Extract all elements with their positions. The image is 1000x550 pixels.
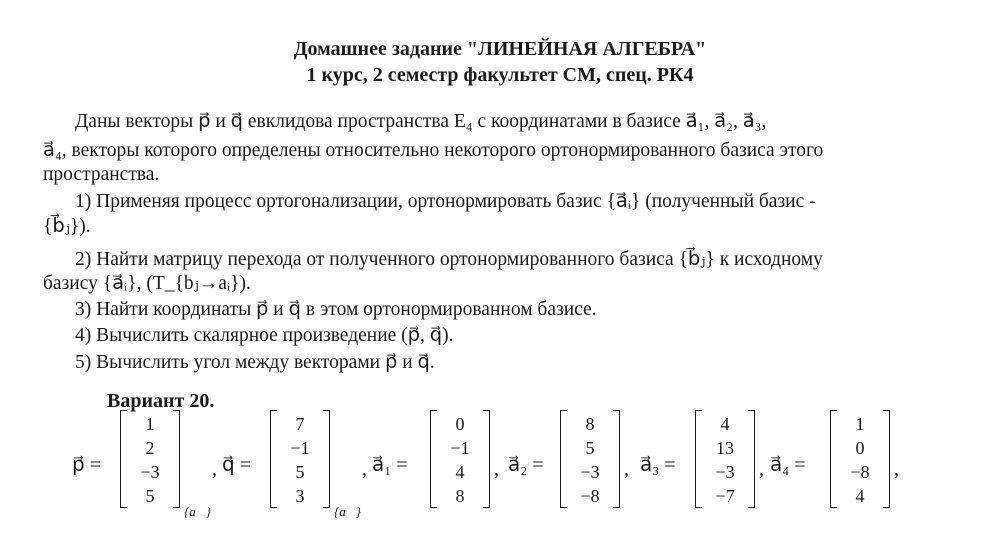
matrix-cell: −8 bbox=[580, 486, 600, 506]
matrix-cell: −3 bbox=[140, 462, 160, 482]
matrix-cell: 7 bbox=[295, 414, 305, 434]
vector-matrix-2 bbox=[430, 410, 490, 510]
task-3: 3) Найти координаты p⃗ и q⃗ в этом ортонормированном базисе. bbox=[75, 299, 597, 320]
matrix-cell: 8 bbox=[585, 414, 595, 434]
matrix-cell: 5 bbox=[295, 462, 305, 482]
matrix-cell: −7 bbox=[715, 486, 735, 506]
matrix-cell: −1 bbox=[290, 438, 310, 458]
task-1-line-1: 1) Применяя процесс ортогонализации, ортонормировать базис {a⃗ᵢ} (полученный базис - bbox=[75, 191, 816, 212]
matrix-cell: −3 bbox=[580, 462, 600, 482]
matrix-cell: 1 bbox=[145, 414, 155, 434]
comma-separator: , bbox=[212, 458, 217, 480]
comma-separator: , bbox=[894, 458, 899, 480]
matrix-cell: 5 bbox=[145, 486, 155, 506]
task-2-line-1: 2) Найти матрицу перехода от полученного ортонормированного базиса {b⃗ⱼ} к исходному bbox=[75, 249, 823, 270]
intro-line-2: a⃗₄, векторы которого определены относительно некоторого ортонормированного базиса этого bbox=[43, 140, 824, 161]
comma-separator: , bbox=[759, 458, 764, 480]
task-5: 5) Вычислить угол между векторами p⃗ и q⃗. bbox=[75, 352, 435, 373]
matrix-cell: 4 bbox=[455, 462, 465, 482]
matrix-cell: −1 bbox=[450, 438, 470, 458]
intro-line-1: Даны векторы p⃗ и q⃗ евклидова пространства E₄ с координатами в базисе a⃗₁, a⃗₂, a⃗₃, bbox=[75, 111, 767, 132]
matrix-cell: −3 bbox=[715, 462, 735, 482]
vector-matrix-1 bbox=[270, 410, 330, 510]
matrix-cell: 0 bbox=[455, 414, 465, 434]
comma-separator: , bbox=[362, 458, 367, 480]
matrix-cell: 2 bbox=[145, 438, 155, 458]
vector-label-1: q⃗ = bbox=[222, 454, 251, 476]
vector-label-0: p⃗ = bbox=[72, 454, 101, 476]
vector-label-3: a⃗₂ = bbox=[508, 454, 544, 476]
matrix-cell: 0 bbox=[855, 438, 865, 458]
vector-matrix-5 bbox=[830, 410, 890, 510]
vector-matrix-3 bbox=[560, 410, 620, 510]
vector-label-4: a⃗₃ = bbox=[640, 454, 676, 476]
basis-subscript: {a⃗} bbox=[334, 504, 362, 519]
vector-matrix-0 bbox=[120, 410, 180, 510]
matrix-cell: 4 bbox=[720, 414, 730, 434]
intro-line-3: пространства. bbox=[43, 164, 160, 185]
task-2-line-2: базису {a⃗ᵢ}, (T_{bⱼ→aᵢ}). bbox=[43, 273, 251, 294]
matrix-cell: 3 bbox=[295, 486, 305, 506]
title-line-2: 1 курс, 2 семестр факультет СМ, спец. РК4 bbox=[306, 64, 694, 86]
comma-separator: , bbox=[494, 458, 499, 480]
title-line-1: Домашнее задание "ЛИНЕЙНАЯ АЛГЕБРА" bbox=[293, 38, 707, 60]
matrix-cell: 8 bbox=[455, 486, 465, 506]
matrix-cell: −8 bbox=[850, 462, 870, 482]
task-1-line-2: {b⃗ⱼ}). bbox=[43, 216, 91, 237]
matrix-cell: 1 bbox=[855, 414, 865, 434]
variant-heading: Вариант 20. bbox=[107, 390, 215, 412]
matrix-cell: 13 bbox=[716, 438, 734, 458]
matrix-cell: 5 bbox=[585, 438, 595, 458]
comma-separator: , bbox=[624, 458, 629, 480]
basis-subscript: {a⃗} bbox=[184, 504, 212, 519]
vectors-row bbox=[0, 410, 1000, 530]
task-4: 4) Вычислить скалярное произведение (p⃗, q⃗). bbox=[75, 325, 454, 346]
matrix-cell: 4 bbox=[855, 486, 865, 506]
vector-matrix-4 bbox=[695, 410, 755, 510]
vector-label-2: a⃗₁ = bbox=[372, 454, 408, 476]
vector-label-5: a⃗₄ = bbox=[770, 454, 806, 476]
